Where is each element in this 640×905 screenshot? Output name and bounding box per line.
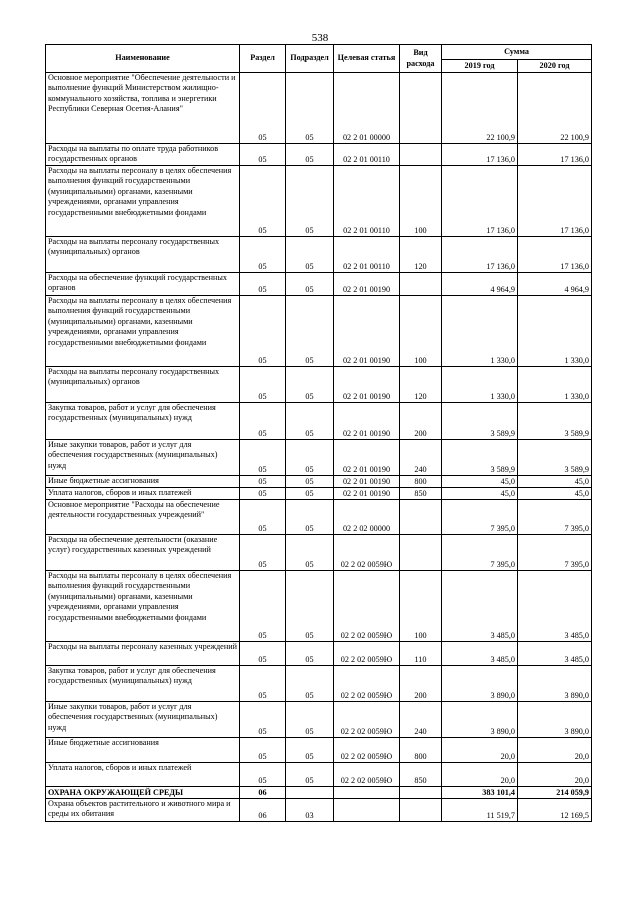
row-target-cell: 02 2 02 0059Ю [334, 738, 400, 763]
row-name-cell: Расходы на выплаты персоналу в целях обеспечения выполнения функций государственными (муниципальными) органами, казенными учреждениями, органами управления государственными внебюджетными фондами [46, 571, 240, 642]
row-2019-cell: 7 395,0 [442, 535, 518, 571]
table-row [46, 296, 592, 367]
row-2019-cell: 45,0 [442, 476, 518, 488]
row-target-cell: 02 2 02 0059Ю [334, 535, 400, 571]
row-type-cell: 120 [400, 367, 442, 403]
row-type-cell: 800 [400, 738, 442, 763]
row-name-cell: Уплата налогов, сборов и иных платежей [46, 763, 240, 787]
row-2020-cell: 17 136,0 [518, 166, 592, 237]
row-section-cell: 05 [240, 440, 286, 476]
row-name-cell: Закупка товаров, работ и услуг для обеспечения государственных (муниципальных) нужд [46, 666, 240, 702]
row-subsection-cell: 03 [286, 799, 334, 822]
table-row [46, 571, 592, 642]
row-subsection-cell: 05 [286, 702, 334, 738]
row-2019-cell: 22 100,9 [442, 73, 518, 144]
header-target: Целевая статья [334, 45, 400, 73]
row-name-cell: Иные бюджетные ассигнования [46, 738, 240, 763]
row-2019-cell: 3 589,9 [442, 440, 518, 476]
row-subsection-cell: 05 [286, 144, 334, 166]
table-row [46, 642, 592, 666]
row-section-cell: 05 [240, 476, 286, 488]
row-subsection-cell: 05 [286, 488, 334, 500]
row-target-cell: 02 2 01 00190 [334, 367, 400, 403]
row-2019-cell: 3 485,0 [442, 642, 518, 666]
row-type-cell: 100 [400, 296, 442, 367]
row-section-cell: 05 [240, 296, 286, 367]
row-2020-cell: 12 169,5 [518, 799, 592, 822]
row-section-cell: 05 [240, 702, 286, 738]
row-section-cell: 05 [240, 166, 286, 237]
row-target-cell: 02 2 01 00110 [334, 144, 400, 166]
table-row [46, 488, 592, 500]
row-subsection-cell: 05 [286, 642, 334, 666]
header-2019: 2019 год [442, 60, 518, 73]
table-row [46, 144, 592, 166]
header-type: Вид расхода [400, 45, 442, 73]
row-name-cell: Расходы на выплаты по оплате труда работников государственных органов [46, 144, 240, 166]
row-name-cell: Расходы на обеспечение функций государственных органов [46, 273, 240, 296]
row-2019-cell: 7 395,0 [442, 500, 518, 535]
row-section-cell: 05 [240, 73, 286, 144]
table-row [46, 367, 592, 403]
table-row [46, 763, 592, 787]
row-target-cell: 02 2 02 0059Ю [334, 642, 400, 666]
row-target-cell: 02 2 01 00190 [334, 403, 400, 440]
row-subsection-cell: 05 [286, 571, 334, 642]
row-subsection-cell: 05 [286, 476, 334, 488]
row-subsection-cell [286, 787, 334, 799]
row-subsection-cell: 05 [286, 738, 334, 763]
header-section: Раздел [240, 45, 286, 73]
row-name-cell: Расходы на обеспечение деятельности (оказание услуг) государственных казенных учреждений [46, 535, 240, 571]
row-section-cell: 05 [240, 488, 286, 500]
row-2020-cell: 1 330,0 [518, 296, 592, 367]
row-type-cell: 120 [400, 237, 442, 273]
row-type-cell: 200 [400, 403, 442, 440]
row-2019-cell: 383 101,4 [442, 787, 518, 799]
row-type-cell [400, 273, 442, 296]
row-name-cell: Расходы на выплаты персоналу в целях обеспечения выполнения функций государственными (муниципальными) органами, казенными учреждениями, органами управления государственными внебюджетными фондами [46, 296, 240, 367]
row-2020-cell: 7 395,0 [518, 535, 592, 571]
row-2019-cell: 1 330,0 [442, 296, 518, 367]
row-subsection-cell: 05 [286, 440, 334, 476]
row-target-cell: 02 2 01 00000 [334, 73, 400, 144]
row-type-cell: 110 [400, 642, 442, 666]
row-name-cell: Расходы на выплаты персоналу государственных (муниципальных) органов [46, 367, 240, 403]
row-2020-cell: 214 059,9 [518, 787, 592, 799]
row-section-cell: 05 [240, 666, 286, 702]
row-section-cell: 05 [240, 237, 286, 273]
row-2019-cell: 3 485,0 [442, 571, 518, 642]
row-type-cell [400, 799, 442, 822]
row-target-cell: 02 2 01 00110 [334, 166, 400, 237]
row-2019-cell: 17 136,0 [442, 166, 518, 237]
row-target-cell: 02 2 01 00190 [334, 476, 400, 488]
row-section-cell: 05 [240, 367, 286, 403]
row-target-cell: 02 2 02 00000 [334, 500, 400, 535]
row-2020-cell: 3 485,0 [518, 642, 592, 666]
row-name-cell: Иные закупки товаров, работ и услуг для обеспечения государственных (муниципальных) нужд [46, 702, 240, 738]
table-row [46, 166, 592, 237]
row-2020-cell: 3 589,9 [518, 440, 592, 476]
row-target-cell: 02 2 01 00190 [334, 488, 400, 500]
row-type-cell [400, 144, 442, 166]
row-2020-cell: 3 589,9 [518, 403, 592, 440]
table-row [46, 787, 592, 799]
row-name-cell: Уплата налогов, сборов и иных платежей [46, 488, 240, 500]
row-2019-cell: 17 136,0 [442, 237, 518, 273]
row-target-cell: 02 2 01 00110 [334, 237, 400, 273]
row-2020-cell: 3 890,0 [518, 702, 592, 738]
row-section-cell: 05 [240, 144, 286, 166]
row-target-cell: 02 2 01 00190 [334, 296, 400, 367]
row-target-cell [334, 799, 400, 822]
row-subsection-cell: 05 [286, 237, 334, 273]
row-2020-cell: 17 136,0 [518, 144, 592, 166]
row-section-cell: 05 [240, 738, 286, 763]
header-subsection: Подраздел [286, 45, 334, 73]
row-name-cell: Иные закупки товаров, работ и услуг для обеспечения государственных (муниципальных) нужд [46, 440, 240, 476]
row-subsection-cell: 05 [286, 367, 334, 403]
row-2020-cell: 1 330,0 [518, 367, 592, 403]
header-sum: Сумма [442, 45, 592, 60]
row-target-cell: 02 2 02 0059Ю [334, 571, 400, 642]
row-type-cell [400, 73, 442, 144]
row-subsection-cell: 05 [286, 500, 334, 535]
table-row [46, 73, 592, 144]
row-type-cell: 850 [400, 488, 442, 500]
header-2020: 2020 год [518, 60, 592, 73]
row-section-cell: 05 [240, 273, 286, 296]
row-2020-cell: 22 100,9 [518, 73, 592, 144]
row-2019-cell: 20,0 [442, 763, 518, 787]
row-2019-cell: 45,0 [442, 488, 518, 500]
table-row [46, 500, 592, 535]
row-section-cell: 05 [240, 571, 286, 642]
row-target-cell: 02 2 02 0059Ю [334, 702, 400, 738]
row-2020-cell: 4 964,9 [518, 273, 592, 296]
row-subsection-cell: 05 [286, 666, 334, 702]
row-target-cell: 02 2 02 0059Ю [334, 763, 400, 787]
row-type-cell: 800 [400, 476, 442, 488]
row-name-cell: Расходы на выплаты персоналу казенных учреждений [46, 642, 240, 666]
row-2020-cell: 20,0 [518, 763, 592, 787]
row-type-cell [400, 787, 442, 799]
row-name-cell: Основное мероприятие "Расходы на обеспечение деятельности государственных учреждений" [46, 500, 240, 535]
row-2019-cell: 1 330,0 [442, 367, 518, 403]
row-2020-cell: 3 890,0 [518, 666, 592, 702]
table-row [46, 273, 592, 296]
row-type-cell: 100 [400, 571, 442, 642]
row-type-cell [400, 535, 442, 571]
row-section-cell: 05 [240, 642, 286, 666]
row-name-cell: Основное мероприятие "Обеспечение деятельности и выполнение функций Министерством жилищно-коммунального хозяйства, топлива и энергетики Республики Северная Осетия-Алания" [46, 73, 240, 144]
row-type-cell [400, 500, 442, 535]
table-body [46, 73, 592, 822]
row-2020-cell: 20,0 [518, 738, 592, 763]
row-section-cell: 06 [240, 787, 286, 799]
row-section-cell: 05 [240, 763, 286, 787]
table-row [46, 403, 592, 440]
budget-table [45, 44, 592, 822]
row-subsection-cell: 05 [286, 763, 334, 787]
table-row [46, 738, 592, 763]
row-section-cell: 05 [240, 403, 286, 440]
table-row [46, 440, 592, 476]
row-type-cell: 200 [400, 666, 442, 702]
page-number: 538 [311, 32, 329, 44]
row-subsection-cell: 05 [286, 296, 334, 367]
row-2020-cell: 3 485,0 [518, 571, 592, 642]
row-2020-cell: 17 136,0 [518, 237, 592, 273]
row-target-cell: 02 2 01 00190 [334, 440, 400, 476]
row-2019-cell: 3 890,0 [442, 666, 518, 702]
row-type-cell: 240 [400, 702, 442, 738]
row-name-cell: Расходы на выплаты персоналу государственных (муниципальных) органов [46, 237, 240, 273]
table-row [46, 237, 592, 273]
row-target-cell: 02 2 02 0059Ю [334, 666, 400, 702]
row-2020-cell: 7 395,0 [518, 500, 592, 535]
row-subsection-cell: 05 [286, 273, 334, 296]
table-row [46, 702, 592, 738]
row-target-cell: 02 2 01 00190 [334, 273, 400, 296]
row-name-cell: Расходы на выплаты персоналу в целях обеспечения выполнения функций государственными (муниципальными) органами, казенными учреждениями, органами управления государственными внебюджетными фондами [46, 166, 240, 237]
row-2019-cell: 20,0 [442, 738, 518, 763]
row-subsection-cell: 05 [286, 166, 334, 237]
table-row [46, 666, 592, 702]
row-name-cell: Охрана объектов растительного и животного мира и среды их обитания [46, 799, 240, 822]
row-subsection-cell: 05 [286, 73, 334, 144]
row-2019-cell: 11 519,7 [442, 799, 518, 822]
row-2019-cell: 4 964,9 [442, 273, 518, 296]
row-subsection-cell: 05 [286, 403, 334, 440]
row-2020-cell: 45,0 [518, 476, 592, 488]
row-2020-cell: 45,0 [518, 488, 592, 500]
row-section-cell: 06 [240, 799, 286, 822]
row-section-cell: 05 [240, 500, 286, 535]
row-2019-cell: 3 589,9 [442, 403, 518, 440]
row-2019-cell: 17 136,0 [442, 144, 518, 166]
table-row [46, 476, 592, 488]
row-type-cell: 850 [400, 763, 442, 787]
table-header [46, 45, 592, 73]
row-name-cell: ОХРАНА ОКРУЖАЮЩЕЙ СРЕДЫ [46, 787, 240, 799]
row-type-cell: 240 [400, 440, 442, 476]
row-2019-cell: 3 890,0 [442, 702, 518, 738]
table-row [46, 535, 592, 571]
row-target-cell [334, 787, 400, 799]
table-row [46, 799, 592, 822]
row-section-cell: 05 [240, 535, 286, 571]
row-type-cell: 100 [400, 166, 442, 237]
header-name: Наименование [46, 45, 240, 73]
row-name-cell: Закупка товаров, работ и услуг для обеспечения государственных (муниципальных) нужд [46, 403, 240, 440]
row-name-cell: Иные бюджетные ассигнования [46, 476, 240, 488]
row-subsection-cell: 05 [286, 535, 334, 571]
